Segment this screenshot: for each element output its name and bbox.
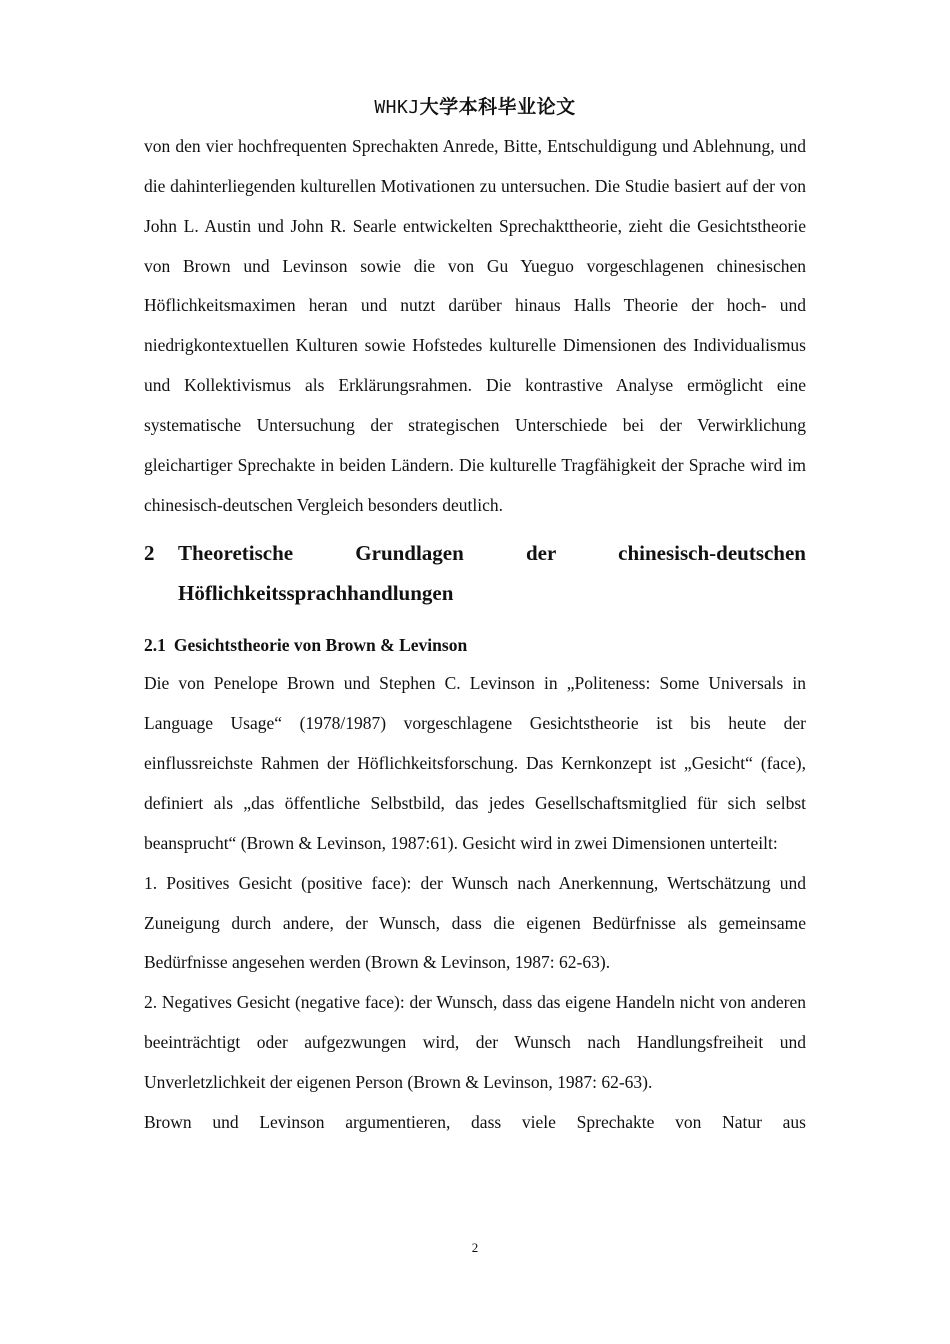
positive-face-item: 1. Positives Gesicht (positive face): der Wunsch nach Anerkennung, Wertschätzung und Zuneigung durch andere, der Wunsch, dass die eigenen Bedürfnisse als gemeinsame Bedürfnisse angesehen werden (Brown & Levinson, 1987: 62-63). — [144, 872, 806, 973]
negative-face-item: 2. Negatives Gesicht (negative face): der Wunsch, dass das eigene Handeln nicht von anderen beeinträchtigt oder aufgezwungen wird, der Wunsch nach Handlungsfreiheit und Unverletzlichkeit der eigenen Person (Brown & Levinson, 1987: 62-63). — [144, 992, 806, 1092]
main-content — [144, 127, 806, 1143]
face-theory-paragraph: Die von Penelope Brown und Stephen C. Levinson in „Politeness: Some Universals in Language Usage“ (1978/1987) vorgeschlagene Gesichtstheorie ist bis heute der einflussreichste Rahmen der Höflichkeitsforschung. Das Kernkonzept ist „Gesicht“ (face), definiert als „das öffentliche Selbstbild, das jedes Gesellschaftsmitglied für sich selbst beansprucht“ (Brown & Levinson, 1987:61). Gesicht wird in zwei Dimensionen unterteilt: — [144, 673, 806, 853]
page-number: 2 — [471, 1240, 479, 1255]
header-institution-code: WHKJ — [374, 97, 420, 118]
intro-paragraph: von den vier hochfrequenten Sprechakten Anrede, Bitte, Entschuldigung und Ablehnung, und die dahinterliegenden kulturellen Motivationen zu untersuchen. Die Studie basiert auf der von John L. Austin und John R. Searle entwickelten Sprechakttheorie, zieht die Gesichtstheorie von Brown und Levinson sowie die von Gu Yueguo vorgeschlagenen chinesischen Höflichkeitsmaximen heran und nutzt darüber hinaus Halls Theorie der hoch- und niedrigkontextuellen Kulturen sowie Hofstedes kulturelle Dimensionen des Individualismus und Kollektivismus als Erklärungsrahmen. Die kontrastive Analyse ermöglicht eine systematische Untersuchung der strategischen Unterschiede bei der Verwirklichung gleichartiger Sprechakte in beiden Ländern. Die kulturelle Tragfähigkeit der Sprache wird im chinesisch-deutschen Vergleich besonders deutlich. — [144, 136, 806, 515]
argument-paragraph: Brown und Levinson argumentieren, dass viele Sprechakte von Natur aus — [144, 1111, 806, 1132]
section-title: Gesichtstheorie von Brown & Levinson — [173, 635, 468, 656]
header-thesis-label: 大学本科毕业论文 — [419, 96, 576, 118]
chapter-heading — [144, 533, 806, 613]
chapter-number: 2 — [144, 541, 155, 566]
running-header — [0, 94, 950, 121]
section-number: 2.1 — [144, 635, 166, 656]
chapter-title: Theoretische Grundlagen der chinesisch-deutschen Höflichkeitssprachhandlungen — [178, 541, 806, 606]
section-heading — [144, 626, 806, 664]
